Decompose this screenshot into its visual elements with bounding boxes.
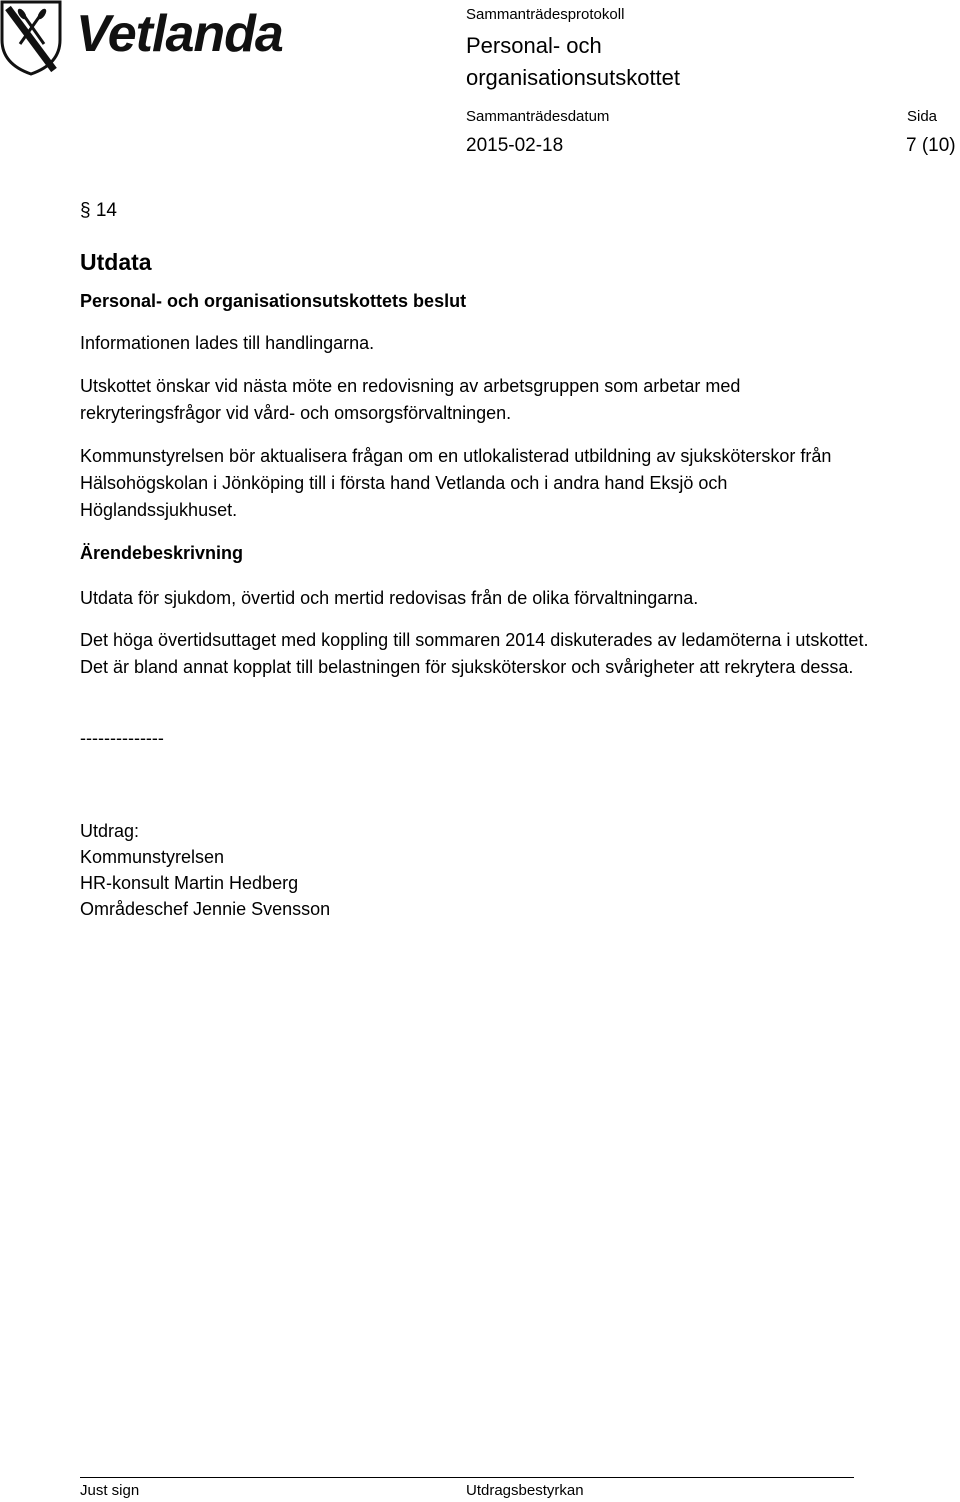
- page-label: Sida: [907, 108, 938, 125]
- description-heading: Ärendebeskrivning: [80, 543, 244, 563]
- description-paragraph: Utdata för sjukdom, övertid och mertid redovisas från de olika förvaltningarna.: [80, 588, 699, 608]
- separator-line: --------------: [80, 728, 164, 748]
- extract-recipient: Områdeschef Jennie Svensson: [80, 899, 331, 919]
- protocol-label: Sammanträdesprotokoll: [466, 6, 625, 23]
- decision-paragraph: Informationen lades till handlingarna.: [80, 333, 375, 353]
- decision-heading: Personal- och organisationsutskottets beslut: [80, 291, 467, 311]
- extract-certification-label: Utdragsbestyrkan: [466, 1482, 584, 1499]
- extract-recipient: HR-konsult Martin Hedberg: [80, 873, 299, 893]
- date-value: 2015-02-18: [466, 135, 564, 156]
- logo-wordmark: Vetlanda: [76, 5, 283, 63]
- just-sign-label: Just sign: [80, 1482, 140, 1499]
- decision-paragraph: Kommunstyrelsen bör aktualisera frågan om en utlokalisterad utbildning av sjuksköterskor från Hälsohögskolan i Jönköping till i första hand Vetlanda och i andra hand Eksjö och Höglandssjukhuset.: [80, 446, 832, 520]
- footer-divider: [80, 1477, 854, 1478]
- extract-block: [80, 818, 880, 922]
- paragraph-number: § 14: [80, 200, 117, 221]
- extract-recipient: Kommunstyrelsen: [80, 847, 225, 867]
- page-value: 7 (10): [906, 135, 956, 156]
- extract-label: Utdrag:: [80, 821, 140, 841]
- vetlanda-crest-icon: [0, 0, 64, 76]
- committee-name-line2: organisationsutskottet: [466, 65, 681, 90]
- committee-name-line1: Personal- och: [466, 33, 602, 58]
- date-label: Sammanträdesdatum: [466, 108, 610, 125]
- description-paragraph: Det höga övertidsuttaget med koppling till sommaren 2014 diskuterades av ledamöterna i utskottet. Det är bland annat kopplat till belastningen för sjuksköterskor och svårigheter att rekrytera dessa.: [80, 630, 869, 677]
- section-title: Utdata: [80, 249, 152, 275]
- decision-paragraph: Utskottet önskar vid nästa möte en redovisning av arbetsgruppen som arbetar med rekryteringsfrågor vid vård- och omsorgsförvaltningen.: [80, 376, 741, 423]
